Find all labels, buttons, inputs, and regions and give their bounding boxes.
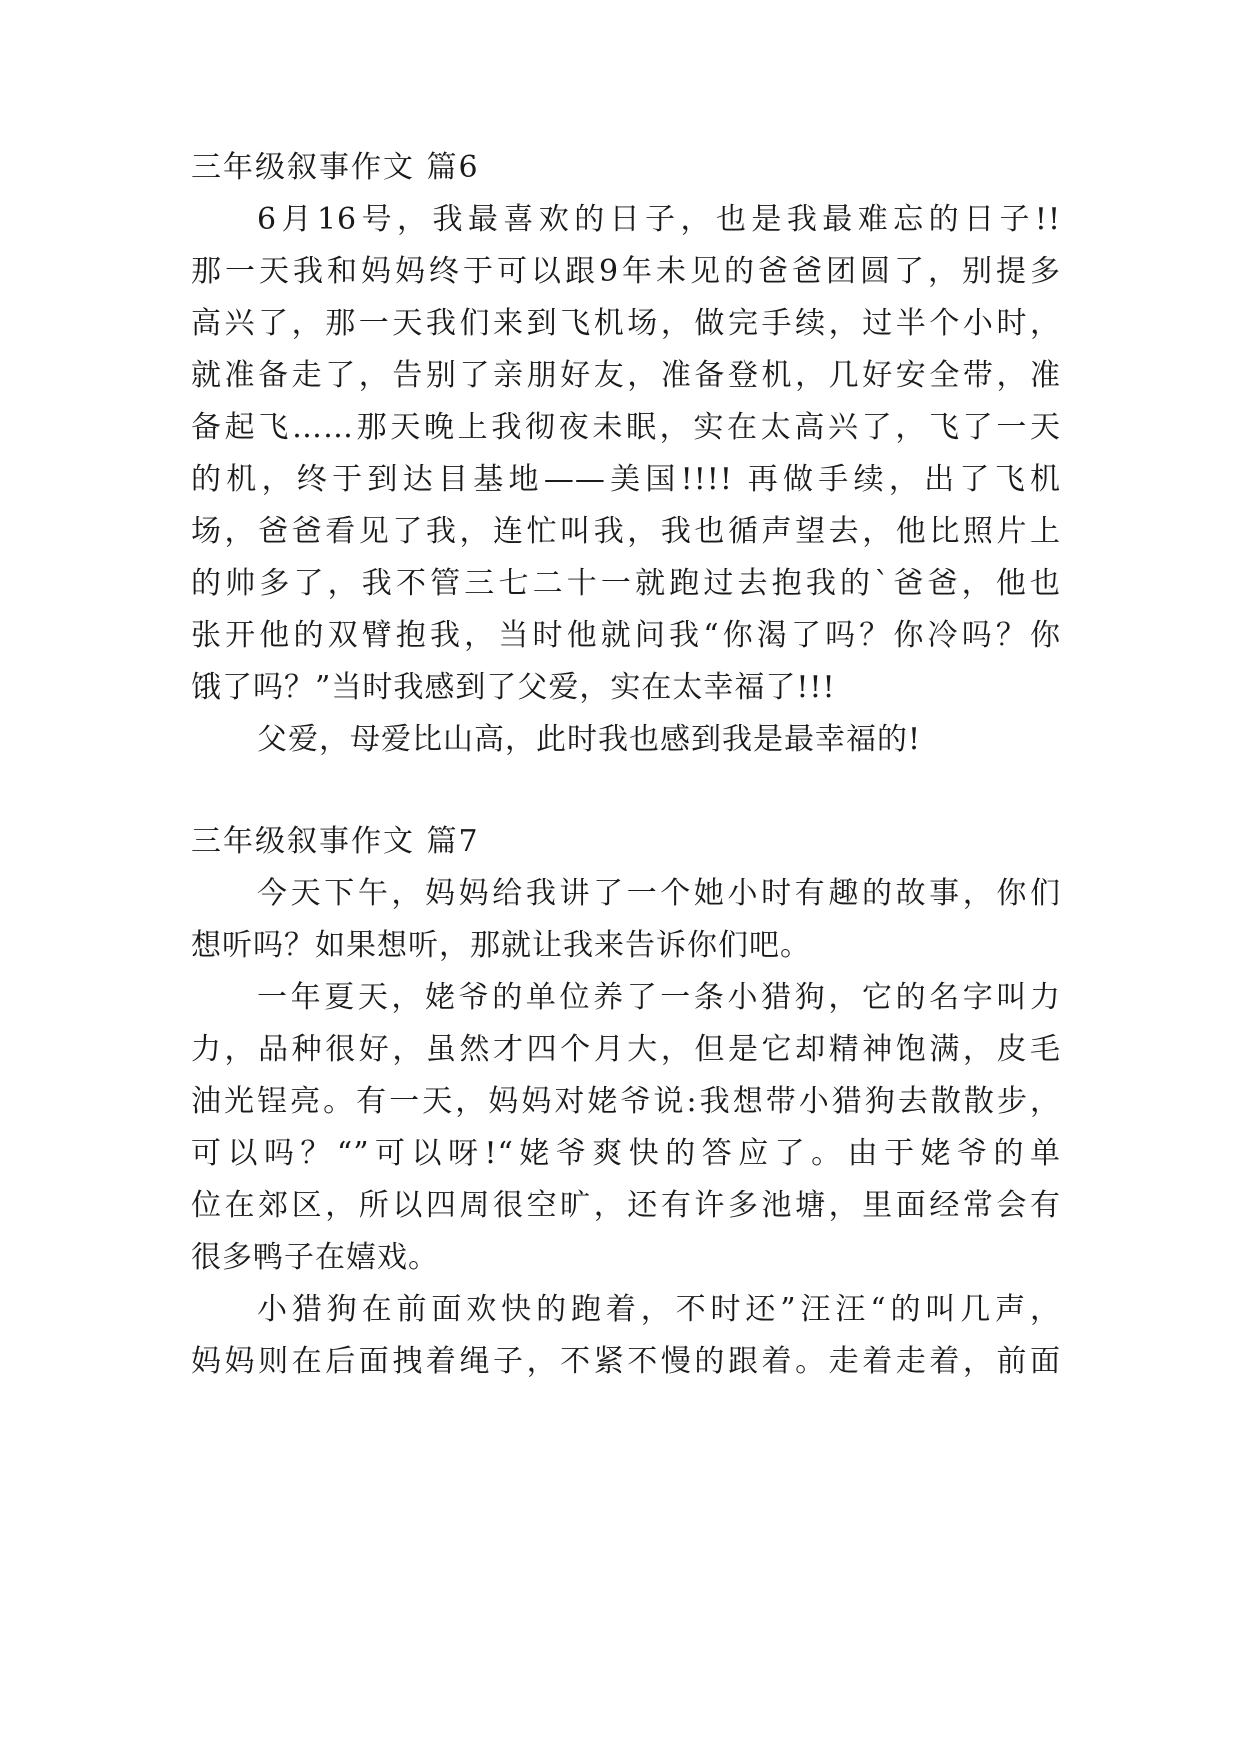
section-6-paragraph-1-line-1: 6月16号，我最喜欢的日子，也是我最难忘的日子!! [257, 202, 1061, 237]
section-6-paragraph-1-line-5: 备起飞……那天晚上我彻夜未眠，实在太高兴了，飞了一天 [191, 410, 1061, 445]
section-7-paragraph-2-line-1: 一年夏天，姥爷的单位养了一条小猎狗，它的名字叫力 [257, 980, 1061, 1015]
section-6-paragraph-2-line-1: 父爱，母爱比山高，此时我也感到我是最幸福的! [257, 722, 922, 757]
section-6-paragraph-1-line-6: 的机，终于到达目基地——美国!!!! 再做手续，出了飞机 [191, 462, 1061, 497]
section-6-paragraph-1-line-10: 饿了吗？”当时我感到了父爱，实在太幸福了!!! [191, 670, 836, 705]
section-7-title: 三年级叙事作文 篇7 [191, 824, 480, 859]
section-6-title: 三年级叙事作文 篇6 [191, 150, 480, 185]
section-6-paragraph-1-line-2: 那一天我和妈妈终于可以跟9年未见的爸爸团圆了，别提多 [191, 254, 1061, 289]
section-7-paragraph-1-line-2: 想听吗？如果想听，那就让我来告诉你们吧。 [191, 928, 811, 963]
section-7-paragraph-2-line-2: 力，品种很好，虽然才四个月大，但是它却精神饱满，皮毛 [191, 1032, 1061, 1067]
section-7-paragraph-2-line-5: 位在郊区，所以四周很空旷，还有许多池塘，里面经常会有 [191, 1188, 1061, 1223]
section-7-paragraph-2-line-6: 很多鸭子在嬉戏。 [191, 1240, 439, 1275]
section-6-paragraph-1-line-7: 场，爸爸看见了我，连忙叫我，我也循声望去，他比照片上 [191, 514, 1061, 549]
section-6-paragraph-1-line-8: 的帅多了，我不管三七二十一就跑过去抱我的`爸爸，他也 [191, 566, 1061, 601]
section-7-paragraph-1-line-1: 今天下午，妈妈给我讲了一个她小时有趣的故事，你们 [257, 876, 1061, 911]
section-6-paragraph-1-line-9: 张开他的双臂抱我，当时他就问我“你渴了吗？你冷吗？你 [191, 618, 1061, 653]
section-7-paragraph-3-line-1: 小猎狗在前面欢快的跑着，不时还”汪汪“的叫几声， [257, 1292, 1061, 1327]
section-7-paragraph-2-line-3: 油光锃亮。有一天，妈妈对姥爷说:我想带小猎狗去散散步， [191, 1084, 1061, 1119]
section-7-paragraph-3-line-2: 妈妈则在后面拽着绳子，不紧不慢的跟着。走着走着，前面 [191, 1344, 1061, 1379]
section-7-paragraph-2-line-4: 可以吗？“”可以呀!“姥爷爽快的答应了。由于姥爷的单 [191, 1136, 1061, 1171]
section-6-paragraph-1-line-3: 高兴了，那一天我们来到飞机场，做完手续，过半个小时， [191, 306, 1061, 341]
section-6-paragraph-1-line-4: 就准备走了，告别了亲朋好友，准备登机，几好安全带，准 [191, 358, 1061, 393]
